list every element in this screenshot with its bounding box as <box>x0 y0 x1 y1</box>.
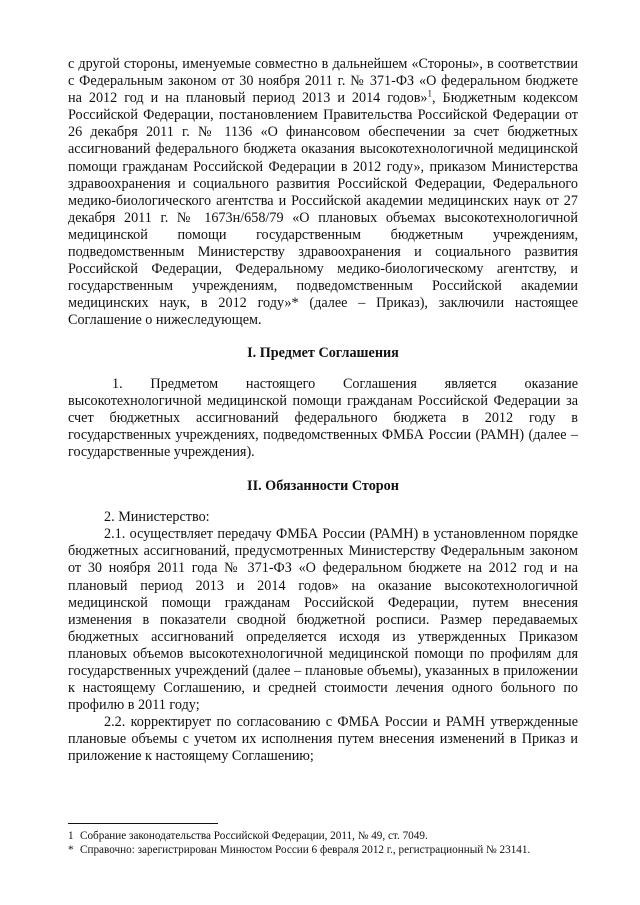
footnote-2-mark: * <box>68 844 74 856</box>
clause-2-1: 2.1. осуществляет передачу ФМБА России (РАМН) в установленном порядке бюджетных ассигнований, предусмотренных Министерству Федеральным законом от 30 ноября 2011 года № 371-ФЗ «О федеральном бюджете на 2012 год и на плановый период 2013 и 2014 годов» на оказание высокотехнологичной медицинской помощи гражданам Российской Федерации, путем внесения изменения в показатели сводной бюджетной росписи. Размер передаваемых бюджетных ассигнований определяется исходя из утвержденных Приказом плановых объемов высокотехнологичной медицинской помощи по профилям для государственных учреждений (далее – плановые объемы), указанных в приложении к настоящему Соглашению, и средней стоимости лечения одного больного по профилю в 2011 году; <box>68 526 578 714</box>
document-body <box>68 56 578 766</box>
footnote-2 <box>68 843 578 857</box>
footnote-1-text: Собрание законодательства Российской Федерации, 2011, № 49, ст. 7049. <box>80 830 428 842</box>
footnote-divider <box>68 823 218 824</box>
footnote-ref-1: 1 <box>427 88 433 99</box>
clause-1: 1. Предметом настоящего Соглашения является оказание высокотехнологичной медицинской помощи гражданам Российской Федерации за счет бюджетных ассигнований федерального бюджета в 2012 году в государственных учреждениях, подведомственных ФМБА России (РАМН) (далее – государственные учреждения). <box>68 375 578 460</box>
footnote-1 <box>68 829 578 843</box>
section-2-heading: II. Обязанности Сторон <box>247 478 399 495</box>
footnote-2-text: Справочно: зарегистрирован Минюстом России 6 февраля 2012 г., регистрационный № 23141. <box>80 844 531 856</box>
clause-2: 2. Министерство: <box>104 509 210 526</box>
footnote-1-mark: 1 <box>68 830 74 842</box>
footnotes <box>68 823 578 857</box>
intro-text-part1: с другой стороны, именуемые совместно в дальнейшем «Стороны», в соответствии с Федеральным законом от 30 ноября 2011 г. № 371-ФЗ «О федеральном бюджете на 2012 год и на плановый период 2013 и 2014 годов» <box>68 56 578 107</box>
intro-text-part2: , Бюджетным кодексом Российской Федерации, постановлением Правительства Российской Федерации от 26 декабря 2011 г. № 1136 «О финансовом обеспечении за счет бюджетных ассигнований федерального бюджета оказания высокотехнологичной медицинской помощи гражданам Российской Федерации в 2012 году», приказом Министерства здравоохранения и социального развития Российской Федерации, Федерального медико-биологического агентства и Российской академии медицинских наук от 27 декабря 2011 г. № 1673н/658/79 «О плановых объемах высокотехнологичной медицинской помощи государственным бюджетным учреждениям, подведомственным Министерству здравоохранения и социального развития Российской Федерации, Федеральному медико-биологическому агентству, и государственным учреждениям, подведомственным Российской академии медицинских наук, в 2012 году»* (далее – Приказ), заключили настоящее Соглашение о нижеследующем. <box>68 90 578 329</box>
intro-paragraph <box>68 56 578 330</box>
clause-2-2: 2.2. корректирует по согласованию с ФМБА России и РАМН утвержденные плановые объемы с учетом их исполнения путем внесения изменений в Приказ и приложение к настоящему Соглашению; <box>68 714 578 765</box>
section-1-heading: I. Предмет Соглашения <box>247 344 399 361</box>
